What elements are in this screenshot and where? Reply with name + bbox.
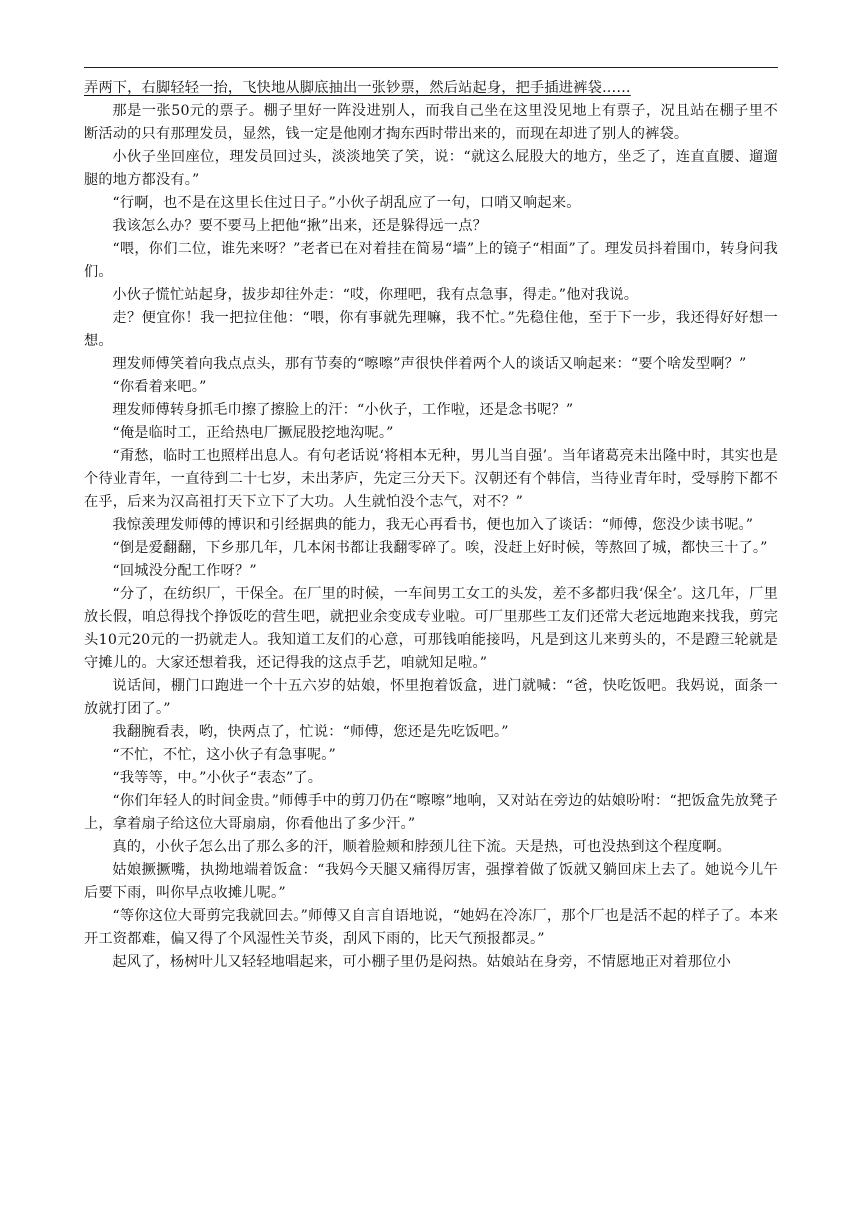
body-paragraph bbox=[84, 77, 778, 100]
body-paragraph: 我翻腕看表，哟，快两点了，忙说：“师傅，您还是先吃饭吧。” bbox=[112, 724, 509, 740]
body-paragraph: 我该怎么办？要不要马上把他“揪”出来，还是躲得远一点？ bbox=[112, 218, 487, 234]
body-paragraph: “倒是爱翻翻，下乡那几年，几本闲书都让我翻零碎了。唉，没赶上好时候，等熬回了城，都快三十了。” bbox=[112, 540, 768, 556]
body-paragraph: 起风了，杨树叶儿又轻轻地唱起来，可小棚子里仍是闷热。姑娘站在身旁，不情愿地正对着那位小 bbox=[112, 954, 732, 970]
header-rule bbox=[84, 67, 778, 68]
body-paragraph: “你们年轻人的时间金贵。”师傅手中的剪刀仍在“嚓嚓”地响，又对站在旁边的姑娘吩咐：“把饭盒先放凳子上，拿着扇子给这位大哥扇扇，你看他出了多少汗。” bbox=[84, 793, 778, 832]
underlined-text: 弄两下，右脚轻轻一抬，飞快地从脚底抽出一张钞票，然后站起身，把手插进裤袋…… bbox=[84, 80, 631, 96]
body-paragraph: 理发师傅转身抓毛巾擦了擦脸上的汗：“小伙子，工作啦，还是念书呢？” bbox=[112, 402, 574, 418]
body-paragraph: “分了，在纺织厂，干保全。在厂里的时候，一车间男工女工的头发，差不多都归我‘保全’。这几年，厂里放长假，咱总得找个挣饭吃的营生吧，就把业余变成专业啦。可厂里那些工友们还常大老远地跑来找我，剪完头10元20元的一扔就走人。我知道工友们的心意，可那钱咱能接吗，凡是到这儿来剪头的，不是蹬三轮就是守摊儿的。大家还想着我，还记得我的这点手艺，咱就知足啦。” bbox=[84, 586, 778, 671]
body-paragraph: 真的，小伙子怎么出了那么多的汗，顺着脸颊和脖颈儿往下流。天是热，可也没热到这个程度啊。 bbox=[112, 839, 732, 855]
body-paragraph: 理发师傅笑着向我点点头，那有节奏的“嚓嚓”声很快伴着两个人的谈话又响起来：“要个啥发型啊？” bbox=[112, 356, 747, 372]
body-paragraph: 我惊羡理发师傅的博识和引经据典的能力，我无心再看书，便也加入了谈话：“师傅，您没少读书呢。” bbox=[112, 517, 754, 533]
body-paragraph: 小伙子慌忙站起身，拔步却往外走：“哎，你理吧，我有点急事，得走。”他对我说。 bbox=[112, 287, 639, 303]
body-paragraph: “我等等，中。”小伙子“表态”了。 bbox=[112, 770, 323, 786]
body-paragraph: “喂，你们二位，谁先来呀？”老者已在对着挂在简易“墙”上的镜子“相面”了。理发员抖着围巾，转身问我们。 bbox=[84, 241, 778, 280]
body-paragraph: “等你这位大哥剪完我就回去。”师傅又自言自语地说，“她妈在冷冻厂，那个厂也是活不起的样子了。本来开工资都难，偏又得了个风湿性关节炎，刮风下雨的，比天气预报都灵。” bbox=[84, 908, 778, 947]
body-paragraph: 说话间，棚门口跑进一个十五六岁的姑娘，怀里抱着饭盒，进门就喊：“爸，快吃饭吧。我妈说，面条一放就打团了。” bbox=[84, 678, 778, 717]
body-paragraph: “行啊，也不是在这里长住过日子。”小伙子胡乱应了一句，口哨又响起来。 bbox=[112, 195, 581, 211]
body-paragraph: “你看着来吧。” bbox=[112, 379, 207, 395]
body-paragraph: “不忙，不忙，这小伙子有急事呢。” bbox=[112, 747, 337, 763]
body-paragraph: “回城没分配工作呀？” bbox=[112, 563, 257, 579]
body-paragraph: “俺是临时工，正给热电厂撅屁股挖地沟呢。” bbox=[112, 425, 394, 441]
body-paragraph: 走？便宜你！我一把拉住他：“喂，你有事就先理嘛，我不忙。”先稳住他，至于下一步，我还得好好想一想。 bbox=[84, 310, 778, 349]
body-paragraph: 姑娘撅撅嘴，执拗地端着饭盒：“我妈今天腿又痛得厉害，强撑着做了饭就又躺回床上去了。她说今儿午后要下雨，叫你早点收摊儿呢。” bbox=[84, 862, 778, 901]
body-paragraph: 那是一张50元的票子。棚子里好一阵没进别人，而我自己坐在这里没见地上有票子，况且站在棚子里不断活动的只有那理发员，显然，钱一定是他刚才掏东西时带出来的，而现在却进了别人的裤袋。 bbox=[84, 103, 778, 142]
article-body bbox=[84, 77, 778, 974]
body-paragraph: 小伙子坐回座位，理发员回过头，淡淡地笑了笑，说：“就这么屁股大的地方，坐乏了，连直直腰、遛遛腿的地方都没有。” bbox=[84, 149, 778, 188]
body-paragraph: “甭愁，临时工也照样出息人。有句老话说‘将相本无种，男儿当自强’。当年诸葛亮未出隆中时，其实也是个待业青年，一直待到二十七岁，未出茅庐，先定三分天下。汉朝还有个韩信，当待业青年时，受辱胯下都不在乎，后来为汉高祖打天下立下了大功。人生就怕没个志气，对不？” bbox=[84, 448, 778, 510]
